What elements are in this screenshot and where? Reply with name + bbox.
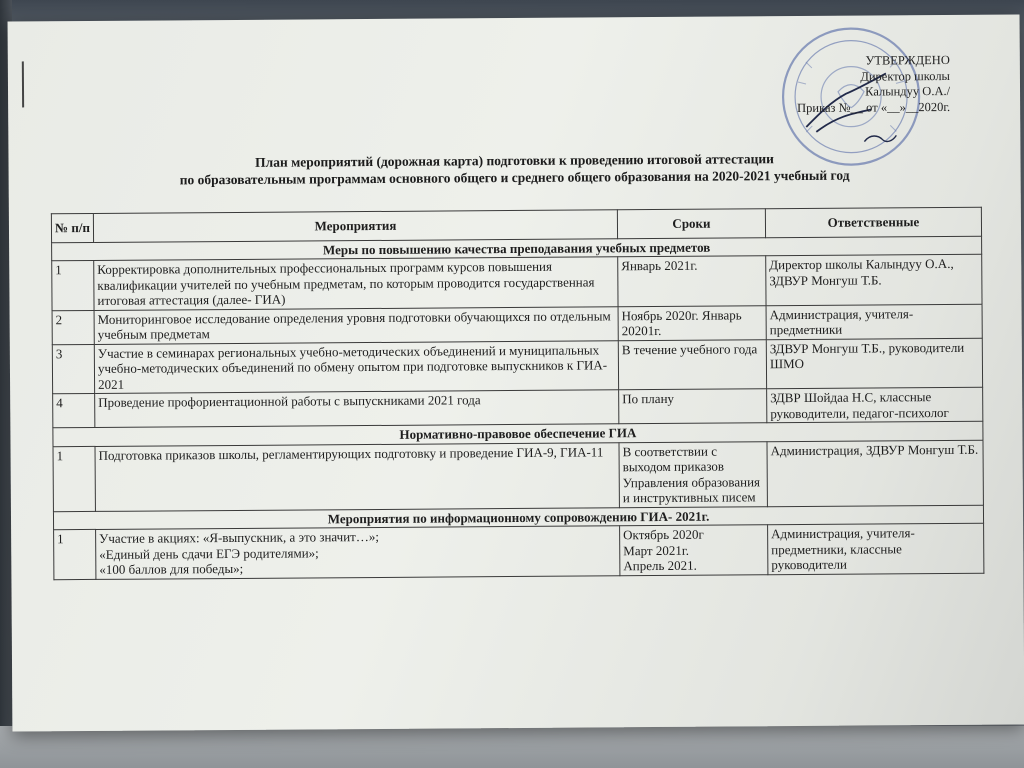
row-num: 1 [54,529,96,579]
document-page [8,14,1024,731]
date-line: Март 2021г. [623,542,690,558]
row-event: Подготовка приказов школы, регламентирующих подготовку и проведение ГИА-9, ГИА-11 [95,442,619,511]
row-responsible: Администрация, учителя-предметники, классные руководители [768,523,984,574]
approval-line: Директор школы [860,68,950,84]
header-events: Мероприятия [93,210,617,242]
table-row [53,440,983,511]
header-dates: Сроки [617,209,765,239]
row-responsible: Администрация, ЗДВУР Монгуш Т.Б. [767,440,983,507]
table-row [52,254,982,310]
table-row [54,523,984,579]
desk-surface [0,726,1024,768]
event-line: Участие в акциях: «Я-выпускник, а это значит…»; [99,528,380,546]
row-responsible: ЗДВУР Монгуш Т.Б., руководители ШМО [766,338,982,389]
table-row [52,338,982,394]
row-event: Мониторинговое исследование определения уровня подготовки обучающихся по отдельным учебным предметам [94,306,618,344]
row-event: Участие в семинарах региональных учебно-методических объединений и муниципальных учебно-методических объединений по обмену опытом при подготовке выпускников к ГИА- 2021 [94,340,618,393]
row-dates: Ноябрь 2020г. Январь 20201г. [618,305,766,340]
title-line-1: План мероприятий (дорожная карта) подготовки к проведению итоговой аттестации [255,151,774,170]
row-event: Проведение профориентационной работы с выпускниками 2021 года [95,390,619,428]
date-line: Апрель 2021. [623,557,697,574]
approval-line: Приказ №__ от «__»__2020г. [797,99,951,115]
row-responsible: Администрация, учителя-предметники [766,304,982,340]
section-title: Нормативно-правовое обеспечение ГИА [53,421,983,446]
row-dates: В соответствии с выходом приказов Управления образования и инструктивных писем [619,441,767,507]
header-num: № п/п [51,213,93,242]
approval-line: Калындуу О.А./ [865,83,951,99]
row-num: 2 [52,310,94,344]
header-responsible: Ответственные [765,207,981,237]
title-line-2: по образовательным программам основного общего и среднего общего образования на 2020-2021 учебный год [179,167,850,188]
row-event [96,526,620,579]
row-responsible: Директор школы Калындуу О.А., ЗДВУР Монгуш Т.Б. [766,254,982,305]
section-title: Меры по повышению качества преподавания учебных предметов [52,236,982,261]
approval-line: УТВЕРЖДЕНО [865,52,950,68]
row-responsible: ЗДВР Шойдаа Н.С, классные руководители, педагог-психолог [767,387,983,423]
row-dates: По плану [619,389,767,424]
approval-block [797,53,950,116]
row-num: 1 [53,446,95,511]
date-line: Октябрь 2020г [623,526,704,543]
row-dates: Январь 2021г. [618,256,766,307]
margin-mark [22,61,24,107]
row-event: Корректировка дополнительных профессиональных программ курсов повышения квалификации учителей по учебным предметам, по которым проводится государственная итоговая аттестация (далее- ГИА) [94,257,618,310]
row-num: 1 [52,260,94,310]
row-num: 4 [53,393,95,427]
section-title: Мероприятия по информационному сопровождению ГИА- 2021г. [53,505,983,530]
plan-table [51,207,985,580]
row-dates [620,525,768,576]
event-line: «100 баллов для победы»; [99,560,244,577]
row-dates: В течение учебного года [618,339,766,390]
row-num: 3 [52,344,94,394]
event-line: «Единый день сдачи ЕГЭ родителями»; [99,544,319,562]
